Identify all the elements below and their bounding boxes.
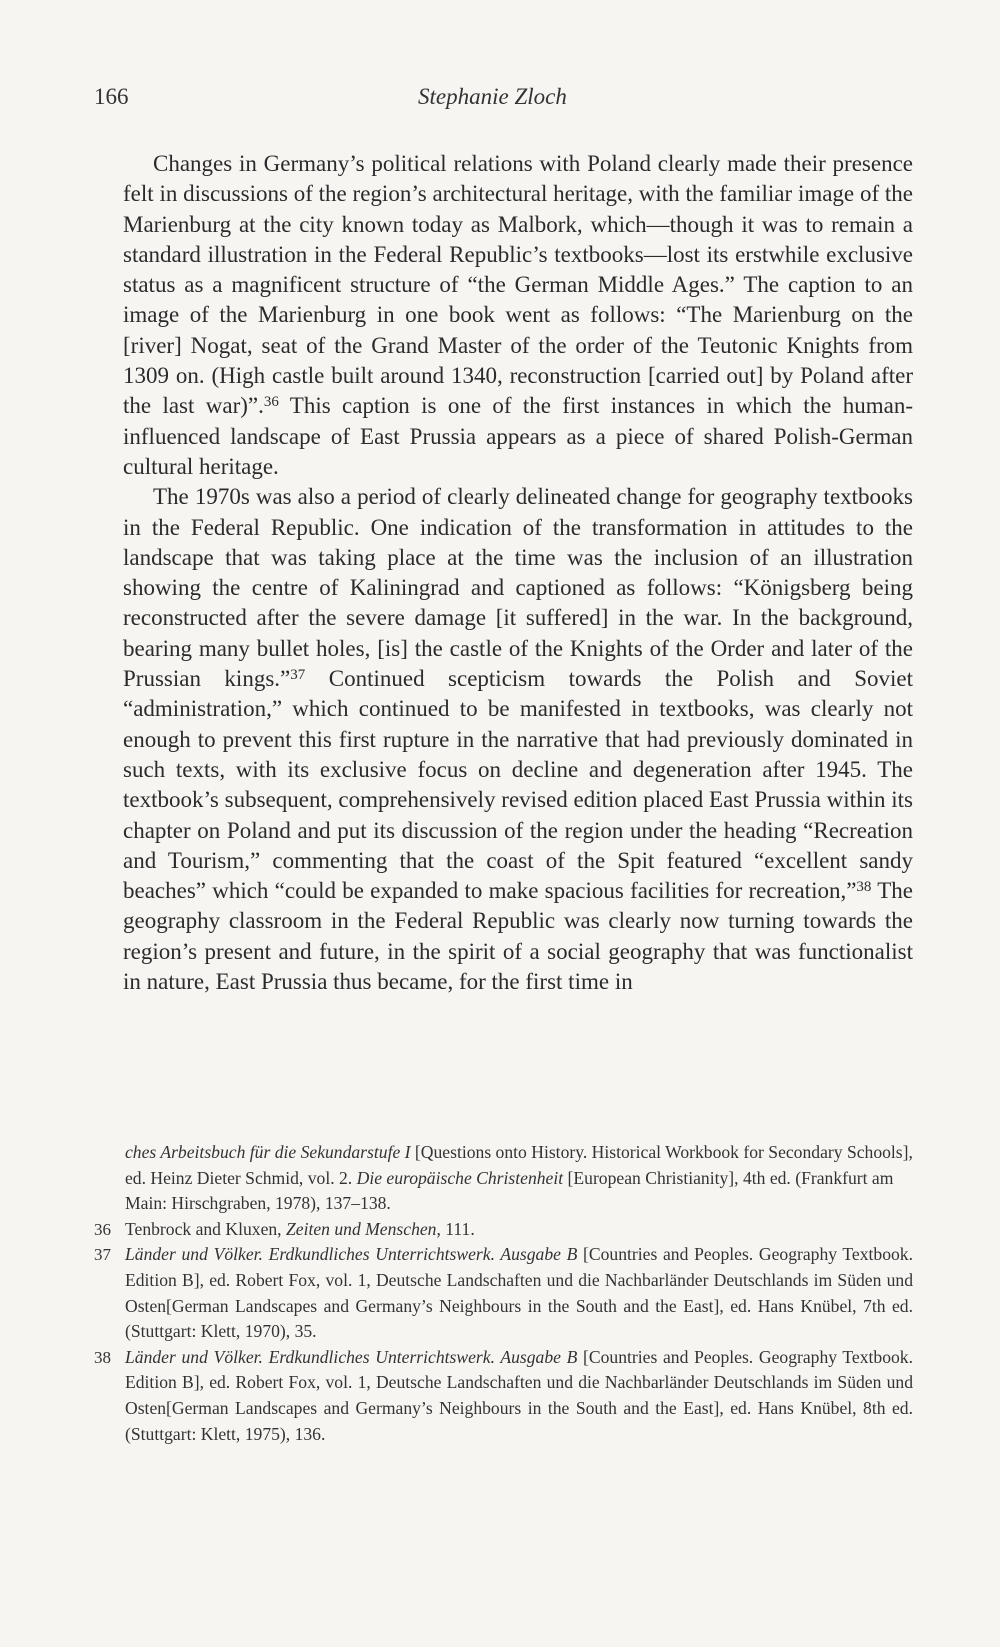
footnote-continued [94, 1140, 913, 1217]
paragraph-2-text-b: Continued scepticism towards the Polish and Soviet “administration,” which continued to be manifested in textbooks, was clearly not enough to prevent this first rupture in the narrative that had previously dominated in such texts, with its exclusive focus on decline and degeneration after 1945. The textbook’s subsequent, comprehensively revised edition placed East Prussia within its chapter on Poland and put its discussion of the region under the heading “Recreation and Tourism,” commenting that the coast of the Spit featured “excellent sandy beaches” which “could be expanded to make spacious facilities for recreation,” [123, 666, 913, 904]
body-text [123, 149, 913, 997]
footnote-37-text: [Countries and Peoples. Geography Textbook. Edition B], ed. Robert Fox, vol. 1, Deutsche Landschaften und die Nachbarländer Deutschlands im Süden und Osten[German Landscapes and Germany’s Neighbours in the South and the East], ed. Hans Knübel, 7th ed. (Stuttgart: Klett, 1970), 35. [125, 1244, 914, 1342]
footnote-38-title: Länder und Völker. Erdkundliches Unterrichtswerk. Ausgabe B [125, 1346, 578, 1367]
paragraph-1 [123, 149, 913, 482]
footnote-36-title: Zeiten und Menschen [285, 1218, 437, 1239]
footnote-ref-37[interactable]: 37 [290, 667, 306, 684]
footnote-continued-text-b: [European Christianity], 4th ed. (Frankfurt am Main: Hirschgraben, 1978), 137–138. [125, 1167, 894, 1214]
paragraph-2-text-a: The 1970s was also a period of clearly delineated change for geography textbooks in the Federal Republic. One indication of the transformation in attitudes to the landscape that was taking place at the time was the inclusion of an illustration showing the centre of Kaliningrad and captioned as follows: “Königsberg being reconstructed after the severe damage [it suffered] in the war. In the background, bearing many bullet holes, [is] the castle of the Knights of the Order and later of the Prussian kings.” [123, 484, 913, 692]
footnotes [94, 1140, 913, 1447]
footnote-ref-36[interactable]: 36 [263, 394, 279, 411]
footnote-continued-title-b: Die europäische Christenheit [356, 1167, 564, 1188]
paragraph-2 [123, 482, 913, 997]
page-header [94, 84, 914, 118]
footnote-continued-title-a: ches Arbeitsbuch für die Sekundarstufe I [125, 1142, 411, 1162]
paragraph-1-text-a: Changes in Germany’s political relations with Poland clearly made their presence felt in discussions of the region’s architectural heritage, with the familiar image of the Marienburg at the city known today as Malbork, which—though it was to remain a standard illustration in the Federal Republic’s textbooks—lost its erstwhile exclusive status as a magnificent structure of “the German Middle Ages.” The caption to an image of the Marienburg in one book went as follows: “The Marienburg on the [river] Nogat, seat of the Grand Master of the order of the Teutonic Knights from 1309 on. (High castle built around 1340, reconstruction [carried out] by Poland after the last war)”. [123, 151, 913, 419]
footnote-38-text: [Countries and Peoples. Geography Textbook. Edition B], ed. Robert Fox, vol. 1, Deutsche Landschaften und die Nachbarländer Deutschlands im Süden und Osten[German Landscapes and Germany’s Neighbours in the South and the East], ed. Hans Knübel, 8th ed. (Stuttgart: Klett, 1975), 136. [125, 1346, 914, 1444]
footnote-36 [94, 1217, 913, 1243]
running-head-author: Stephanie Zloch [418, 84, 567, 109]
footnote-ref-38[interactable]: 38 [856, 879, 872, 896]
footnote-36-text-a: Tenbrock and Kluxen, [125, 1218, 286, 1239]
paragraph-2-text-c: The geography classroom in the Federal Republic was clearly now turning towards the region’s present and future, in the spirit of a social geography that was functionalist in nature, East Prussia thus became, for the first time in [123, 878, 913, 995]
footnote-37-title: Länder und Völker. Erdkundliches Unterrichtswerk. Ausgabe B [125, 1244, 578, 1265]
footnote-38 [94, 1345, 913, 1447]
footnote-number-36: 36 [94, 1219, 111, 1239]
footnote-continued-text-a: [Questions onto History. Historical Workbook for Secondary Schools], ed. Heinz Dieter Schmid, vol. 2. [125, 1142, 913, 1188]
footnote-37 [94, 1242, 913, 1344]
footnote-36-text-b: , 111. [436, 1218, 475, 1239]
footnote-number-38: 38 [94, 1347, 111, 1367]
footnote-number-37: 37 [94, 1245, 111, 1265]
page-number: 166 [94, 84, 129, 109]
paragraph-1-text-b: This caption is one of the first instances in which the human-influenced landscape of East Prussia appears as a piece of shared Polish-German cultural heritage. [123, 393, 913, 479]
